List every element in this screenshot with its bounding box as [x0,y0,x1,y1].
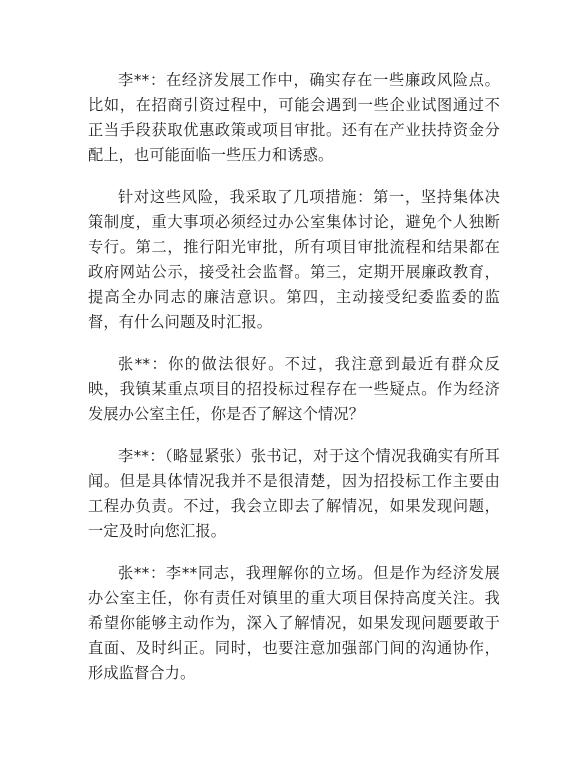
paragraph-zhang-question: 张**：你的做法很好。不过，我注意到最近有群众反映，我镇某重点项目的招投标过程存在一些疑点。作为经济发展办公室主任，你是否了解这个情况？ [88,355,500,423]
paragraph-li-response: 李**：（略显紧张）张书记，对于这个情况我确实有所耳闻。但是具体情况我并不是很清楚，因为招投标工作主要由工程办负责。不过，我会立即去了解情况，如果发现问题，一定及时向您汇报。 [88,447,500,540]
paragraph-zhang-instruction: 张**：李**同志，我理解你的立场。但是作为经济发展办公室主任，你有责任对镇里的重大项目保持高度关注。我希望你能够主动作为，深入了解情况，如果发现问题要敢于直面、及时纠正。同时，也要注意加强部门间的沟通协作，形成监督合力。 [88,564,500,682]
paragraph-li-risk-points: 李**：在经济发展工作中，确实存在一些廉政风险点。比如，在招商引资过程中，可能会遇到一些企业试图通过不正当手段获取优惠政策或项目审批。还有在产业扶持资金分配上，也可能面临一些压力和诱惑。 [88,71,500,164]
document-body [88,68,500,703]
paragraph-measures: 针对这些风险，我采取了几项措施：第一，坚持集体决策制度，重大事项必须经过办公室集体讨论，避免个人独断专行。第二，推行阳光审批，所有项目审批流程和结果都在政府网站公示，接受社会监督。第三，定期开展廉政教育，提高全办同志的廉洁意识。第四，主动接受纪委监委的监督，有什么问题及时汇报。 [88,188,500,331]
